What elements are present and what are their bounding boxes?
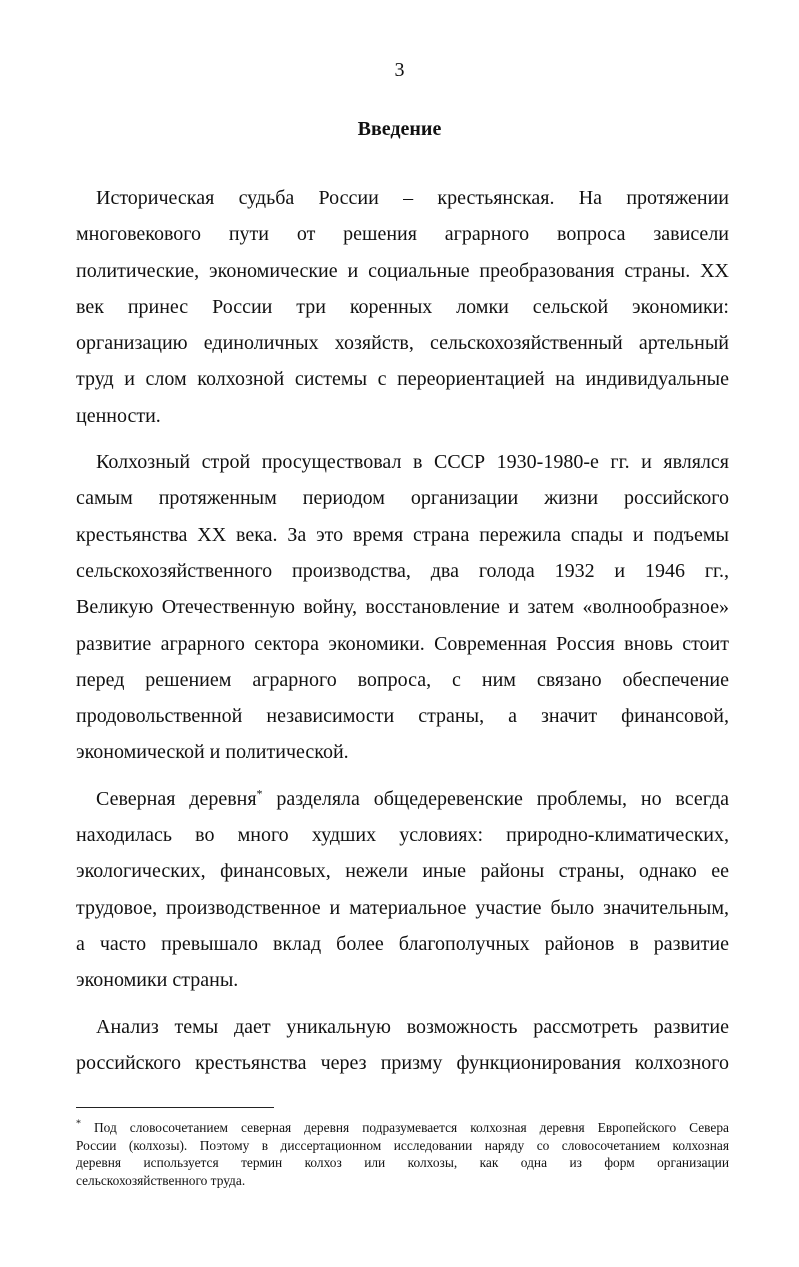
text-line: многовекового пути от решения аграрного вопроса зависели bbox=[76, 223, 729, 246]
text-line: политические, экономические и социальные преобразования страны. ХХ bbox=[76, 259, 729, 282]
footnote-separator bbox=[76, 1107, 274, 1108]
text-line: российского крестьянства через призму функционирования колхозного bbox=[76, 1051, 729, 1074]
text-line: Великую Отечественную войну, восстановление и затем «волнообразное» bbox=[76, 596, 729, 619]
text-line: ценности. bbox=[76, 404, 161, 427]
text-line: экологических, финансовых, нежели иные районы страны, однако ее bbox=[76, 860, 729, 883]
text-line: трудовое, производственное и материальное участие было значительным, bbox=[76, 896, 729, 919]
text-line: труд и слом колхозной системы с переориентацией на индивидуальные bbox=[76, 368, 729, 391]
footnote-line: сельскохозяйственного труда. bbox=[76, 1172, 246, 1188]
footnote-line bbox=[76, 1119, 729, 1137]
text-line: продовольственной независимости страны, а значит финансовой, bbox=[76, 705, 729, 728]
text-line: самым протяженным периодом организации жизни российского bbox=[76, 487, 729, 510]
text-line: Колхозный строй просуществовал в СССР 1930-1980-е гг. и являлся bbox=[96, 451, 729, 474]
paragraph-4 bbox=[76, 1009, 729, 1082]
text-line: перед решением аграрного вопроса, с ним связано обеспечение bbox=[76, 668, 729, 691]
text-line: организацию единоличных хозяйств, сельскохозяйственный артельный bbox=[76, 332, 729, 355]
text-line: век принес России три коренных ломки сельской экономики: bbox=[76, 295, 729, 318]
text-line: развитие аграрного сектора экономики. Современная Россия вновь стоит bbox=[76, 632, 729, 655]
body-text bbox=[76, 180, 729, 1091]
page-number: 3 bbox=[394, 59, 405, 81]
text-line: Анализ темы дает уникальную возможность рассмотреть развитие bbox=[96, 1015, 729, 1038]
text-line: а часто превышало вклад более благополучных районов в развитие bbox=[76, 932, 729, 955]
section-title: Введение bbox=[357, 118, 442, 140]
text-fragment: Под словосочетанием северная деревня подразумевается колхозная деревня Европейского Севера bbox=[81, 1120, 729, 1135]
footnote-mark: * bbox=[76, 1118, 81, 1130]
text-line: сельскохозяйственного производства, два голода 1932 и 1946 гг., bbox=[76, 559, 729, 582]
text-line: Историческая судьба России – крестьянская. На протяжении bbox=[96, 187, 729, 209]
text-fragment: разделяла общедеревенские проблемы, но всегда bbox=[262, 787, 729, 810]
footnote-line: деревня используется термин колхоз или колхозы, как одна из форм организации bbox=[76, 1155, 729, 1170]
text-line: экономики страны. bbox=[76, 969, 239, 992]
paragraph-1 bbox=[76, 180, 729, 434]
text-line: крестьянства ХХ века. За это время страна пережила спады и подъемы bbox=[76, 523, 729, 546]
text-line: находилась во много худших условиях: природно-климатических, bbox=[76, 824, 729, 847]
text-fragment: Северная деревня bbox=[96, 787, 257, 810]
footnote-reference: * bbox=[256, 786, 263, 801]
paragraph-2 bbox=[76, 444, 729, 771]
text-line bbox=[76, 781, 729, 817]
text-line: экономической и политической. bbox=[76, 741, 349, 764]
footnote-line: России (колхозы). Поэтому в диссертационном исследовании наряду со словосочетанием колхозная bbox=[76, 1137, 729, 1153]
paragraph-3 bbox=[76, 781, 729, 999]
footnote bbox=[76, 1119, 729, 1189]
